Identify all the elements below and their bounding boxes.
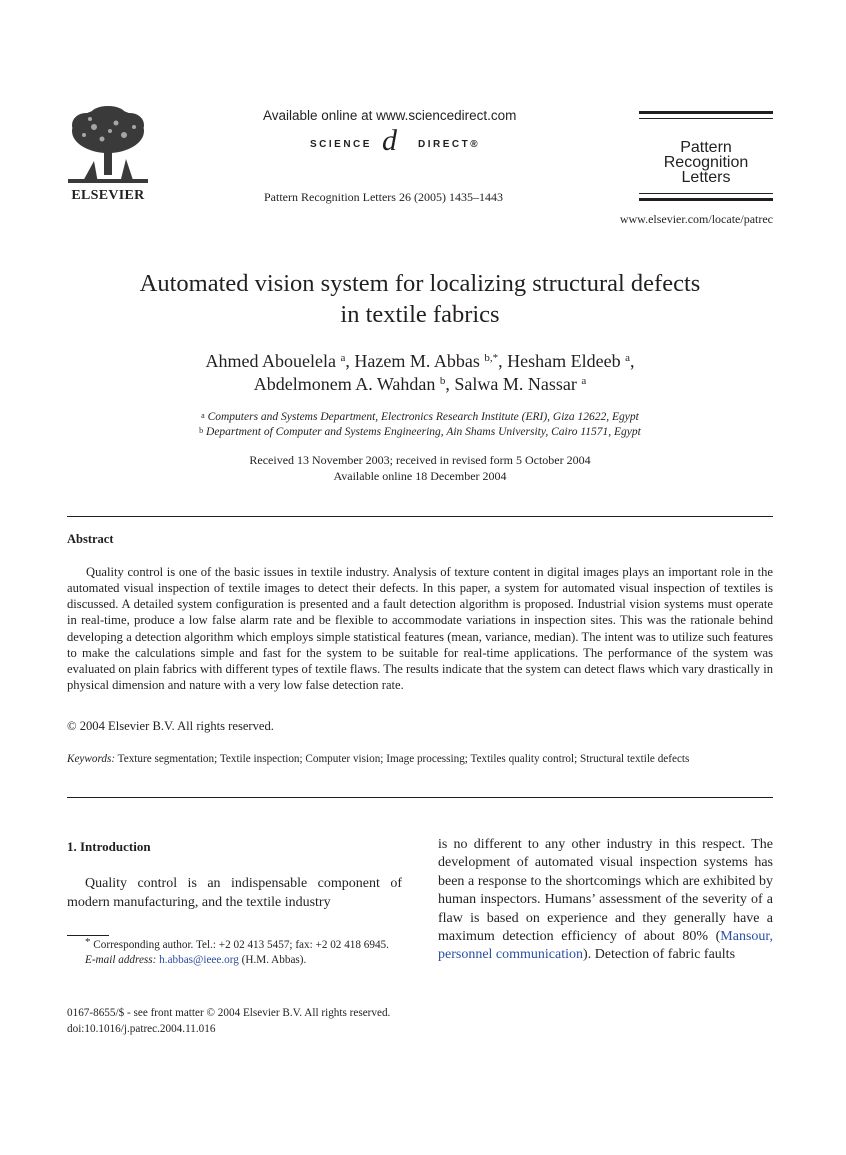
author-name: Ahmed Abouelela — [205, 351, 336, 371]
email-owner: (H.M. Abbas). — [241, 954, 307, 966]
divider — [67, 797, 773, 798]
email-label: E-mail address: — [85, 954, 157, 966]
author-affiliation-marker: b — [439, 375, 446, 387]
front-matter — [67, 1005, 390, 1037]
doi-line[interactable]: doi:10.1016/j.patrec.2004.11.016 — [67, 1023, 216, 1035]
header-rule — [639, 118, 773, 119]
citation-link[interactable]: Mansour, personnel communication — [438, 929, 773, 963]
author-affiliation-marker: a — [581, 375, 587, 387]
affiliations — [60, 410, 780, 440]
publisher-name: ELSEVIER — [71, 188, 145, 203]
keywords — [67, 752, 773, 768]
paper-title-line2: in textile fabrics — [340, 301, 500, 328]
footnote-text: Corresponding author. Tel.: +2 02 413 5457; fax: +2 02 418 6945. — [93, 939, 389, 951]
footnote — [67, 938, 402, 968]
header-rule — [639, 111, 773, 114]
article-dates — [60, 452, 780, 484]
affiliation-b: $^b$ Department of Computer and Systems Engineering, Ain Shams University, Cairo 11571, Egypt — [199, 426, 641, 438]
body-text-column-2: is no different to any other industry in this respect. The development of automated visual inspection systems has been a response to the shortcomings which are exhibited by human inspectors. Humans’ assessment of the severity of a flaw is based on experience and they generally have a maximum detection efficiency of about 80% (Mansour, personnel communication). Detection of fabric faults — [438, 837, 773, 963]
journal-url[interactable]: www.elsevier.com/locate/patrec — [619, 212, 773, 226]
body-text-column-1: Quality control is an indispensable component of modern manufacturing, and the textile industry — [67, 876, 402, 910]
divider — [67, 516, 773, 517]
paper-title — [60, 268, 780, 330]
abstract-copyright: © 2004 Elsevier B.V. All rights reserved. — [67, 719, 274, 733]
author-name: Salwa M. Nassar — [454, 374, 577, 394]
elsevier-tree-logo — [64, 105, 152, 185]
keywords-label: Keywords: — [67, 753, 116, 765]
received-date: Received 13 November 2003; received in revised form 5 October 2004 — [249, 453, 591, 467]
available-date: Available online 18 December 2004 — [333, 469, 507, 483]
email-link[interactable]: h.abbas@ieee.org — [159, 954, 239, 966]
journal-name — [639, 140, 773, 185]
sciencedirect-logo-right: DIRECT® — [418, 139, 481, 150]
journal-name-line2: Letters — [681, 169, 731, 186]
sciencedirect-logo-left: SCIENCE — [310, 139, 372, 150]
abstract-heading: Abstract — [67, 532, 114, 546]
affiliation-a: $^a$ Computers and Systems Department, Electronics Research Institute (ERI), Giza 12622, Egypt — [201, 411, 639, 423]
header-rule — [639, 198, 773, 201]
author-affiliation-marker: b,* — [484, 352, 499, 364]
abstract-text: Quality control is one of the basic issues in textile industry. Analysis of texture content in digital images plays an important role in the automated visual inspection of textile images to detect their defects. In this paper, a system for automated visual inspection of textiles is discussed. A detailed system configuration is presented and a fault detection algorithm is proposed. Industrial vision systems must operate in real-time, produce a low false alarm rate and be flexible to accommodate variations in inspection sites. This was the rationale behind developing a detection algorithm which employs simple statistical features (mean, variance, median). The intent was to utilize such features to make the calculations simple and fast for the system to be suitable for real-time applications. The performance of the system was evaluated on plain fabrics with different types of textile flaws. The results indicate that the system can detect flaws which vary drastically in physical dimension and nature with a very low false detection rate. — [67, 565, 773, 693]
issn-line: 0167-8655/$ - see front matter © 2004 Elsevier B.V. All rights reserved. — [67, 1007, 391, 1019]
journal-name-line1: Pattern Recognition — [663, 139, 749, 171]
footnote-marker: * — [85, 936, 91, 948]
paper-title-line1: Automated vision system for localizing structural defects — [139, 270, 701, 297]
author-list: Ahmed Abouelela $^a$, Hazem M. Abbas $^{b,*}$, Hesham Eldeeb $^a$, Abdelmonem A. Wahdan $^b$, Salwa M. Nassar $^a$ — [205, 351, 635, 394]
header-rule — [639, 193, 773, 194]
author-affiliation-marker: a — [340, 352, 346, 364]
journal-citation: Pattern Recognition Letters 26 (2005) 1435–1443 — [264, 190, 503, 204]
author-affiliation-marker: a — [625, 352, 630, 364]
sciencedirect-at-icon: d — [382, 124, 397, 157]
keywords-list: Texture segmentation; Textile inspection; Computer vision; Image processing; Textiles quality control; Structural textile defects — [117, 753, 690, 765]
author-name: Hazem M. Abbas — [354, 351, 480, 371]
author-name: Abdelmonem A. Wahdan — [253, 374, 436, 394]
available-online-text: Available online at www.sciencedirect.com — [263, 108, 517, 123]
author-name: Hesham Eldeeb — [507, 351, 621, 371]
section-heading: 1. Introduction — [67, 839, 151, 854]
